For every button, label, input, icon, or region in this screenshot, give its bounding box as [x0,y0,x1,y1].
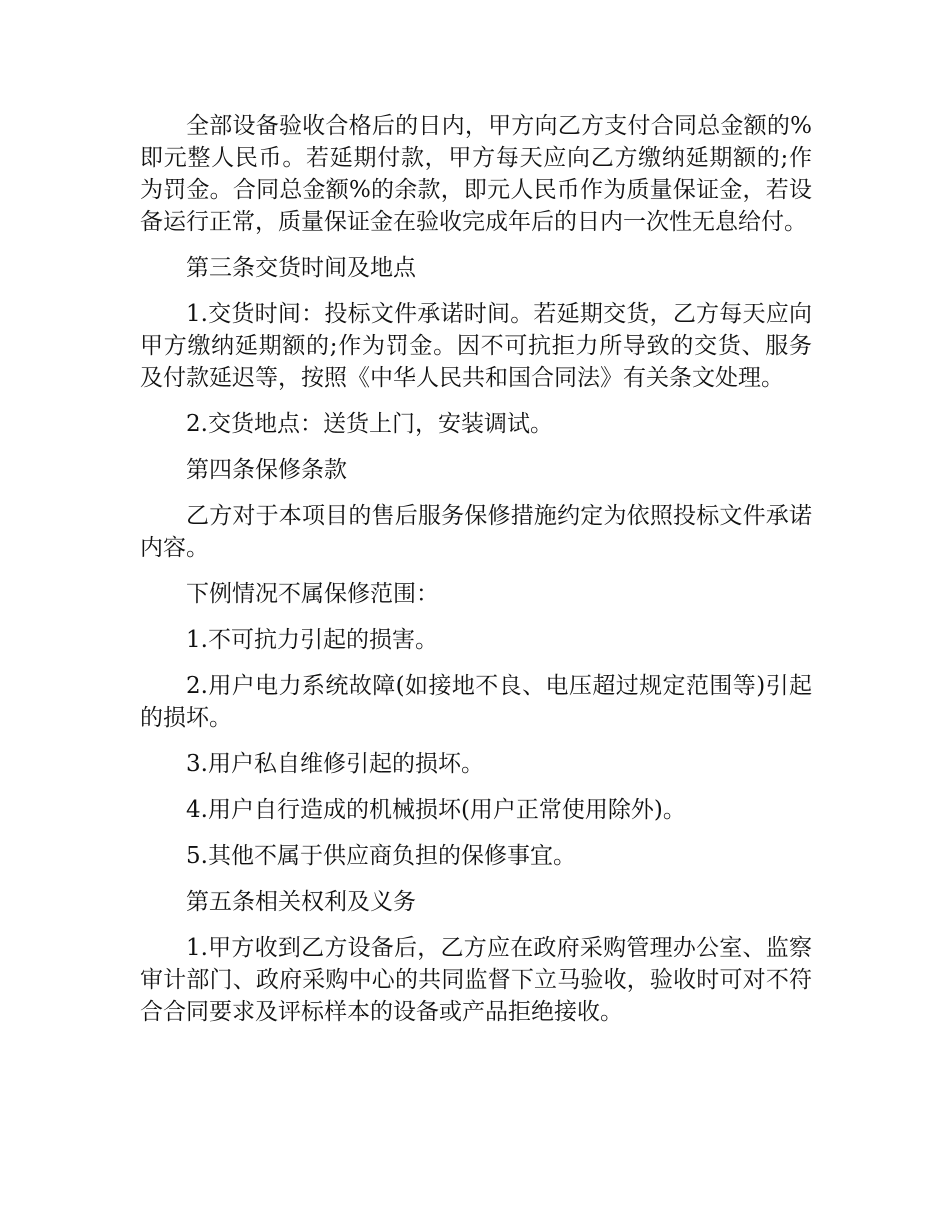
exclusion-item-4: 4.用户自行造成的机械损坏(用户正常使用除外)。 [186,797,686,823]
exclusions-intro: 下例情况不属保修范围： [186,581,439,607]
delivery-location-paragraph: 2.交货地点：送货上门，安装调试。 [186,411,553,437]
exclusion-item-1: 1.不可抗力引起的损害。 [186,627,438,653]
exclusion-item-5: 5.其他不属于供应商负担的保修事宜。 [186,843,576,869]
rights-obligations-item-1: 1.甲方收到乙方设备后，乙方应在政府采购管理办公室、监察审计部门、政府采购中心的共同监督下立马验收，验收时可对不符合合同要求及评标样本的设备或产品拒绝接收。 [140,935,812,1025]
exclusion-item-3: 3.用户私自维修引起的损坏。 [186,751,484,777]
delivery-time-paragraph: 1.交货时间：投标文件承诺时间。若延期交货，乙方每天应向甲方缴纳延期额的;作为罚金。因不可抗拒力所导致的交货、服务及付款延迟等，按照《中华人民共和国合同法》有关条文处理。 [140,301,812,391]
article-3-heading: 第三条交货时间及地点 [186,255,416,281]
warranty-paragraph: 乙方对于本项目的售后服务保修措施约定为依照投标文件承诺内容。 [140,503,812,561]
article-4-heading: 第四条保修条款 [186,457,347,483]
exclusion-item-2: 2.用户电力系统故障(如接地不良、电压超过规定范围等)引起的损坏。 [140,673,812,731]
document-body [140,110,812,1042]
payment-paragraph: 全部设备验收合格后的日内，甲方向乙方支付合同总金额的%即元整人民币。若延期付款，甲方每天应向乙方缴纳延期额的;作为罚金。合同总金额%的余款，即元人民币作为质量保证金，若设备运行正常，质量保证金在验收完成年后的日内一次性无息给付。 [140,113,812,235]
article-5-heading: 第五条相关权利及义务 [186,889,416,915]
